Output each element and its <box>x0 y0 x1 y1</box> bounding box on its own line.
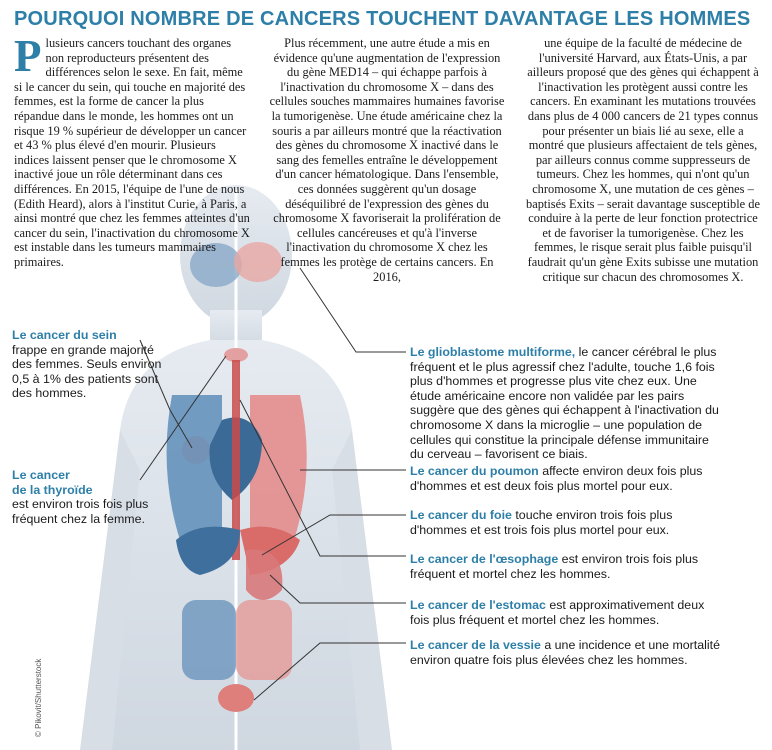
article-col3-text: une équipe de la faculté de médecine de l'université Harvard, aux États-Unis, a par ailleurs proposé que des gènes qui échappent à l'inactivation les protègent aussi contre les cancers. En examinant les mutations trouvées dans plus de 4 000 cancers de 21 types connus pour présenter un biais lié au sexe, elle a montré que plusieurs affectaient de tels gènes, par ailleurs connus comme suppresseurs de tumeurs. Chez les hommes, qui n'ont qu'un chromosome X, une mutation de ces gènes – baptisés Exits – serait davantage susceptible de conduire à la perte de leur fonction protectrice et de favoriser la tumorigenèse. Chez les femmes, le risque serait plus faible puisqu'il faudrait qu'un gène Exits subisse une mutation critique sur chacun des chromosomes X. <box>526 36 760 284</box>
bladder <box>218 684 254 712</box>
article-col2-text: Plus récemment, une autre étude a mis en évidence qu'une augmentation de l'expression du gène MED14 – qui échappe parfois à l'inactivation du chromosome X – dans des cellules souches mammaires humaines favorise la tumorigenèse. Une étude américaine chez la souris a par ailleurs montré que la réactivation des gènes du chromosome X inactivé dans le sang des femelles entraîne le développement d'un cancer hématologique. Dans l'ensemble, ces données suggèrent qu'un dosage déséquilibré de l'expression des gènes du chromosome X favoriserait la prolifération de cellules cancéreuses et qu'à l'inverse l'inactivation du chromosome X chez les femmes les protège de certains cancers. En 2016, <box>269 36 505 284</box>
callout-stomach-cancer <box>410 598 720 627</box>
callout-esophagus-body: est environ trois fois plus fréquent et mortel chez les hommes. <box>410 552 699 581</box>
article-column-3 <box>524 36 762 284</box>
drop-cap: P <box>14 31 42 81</box>
callout-lung-heading: Le cancer du poumon <box>410 464 539 478</box>
callout-thyroid-cancer <box>12 468 162 526</box>
callout-thyroid-heading-1: Le cancer <box>12 468 70 482</box>
lung-right <box>250 395 307 540</box>
callout-bladder-cancer <box>410 638 720 667</box>
callout-liver-body: touche environ trois fois plus d'hommes et est trois fois plus mortel pour eux. <box>410 508 673 537</box>
callout-glioblastoma-body: le cancer cérébral le plus fréquent et le plus agressif chez l'adulte, touche 1,6 fois plus d'hommes et progresse plus vite chez eux. Une étude américaine encore non validée par les pairs suggère que des gènes qui échappent à l'inactivation du chromosome X dans la microglie – une population de cellules qui constitue la principale défense immunitaire du cerveau – favorisent ce biais. <box>410 345 719 462</box>
article-column-1 <box>14 31 252 270</box>
page-title: POURQUOI NOMBRE DE CANCERS TOUCHENT DAVANTAGE LES HOMMES <box>14 8 751 30</box>
callout-glioblastoma-heading: Le glioblastome multiforme, <box>410 345 576 359</box>
callout-breast-body: frappe en grande majorité des femmes. Seuls environ 0,5 à 1% des patients sont des hommes. <box>12 342 162 401</box>
callout-esophagus-heading: Le cancer de l'œsophage <box>410 552 559 566</box>
callout-stomach-body: est approximativement deux fois plus fréquent et mortel chez les hommes. <box>410 598 705 627</box>
callout-breast-cancer <box>12 328 162 401</box>
intestines <box>182 600 292 680</box>
thyroid <box>224 348 248 362</box>
callout-stomach-heading: Le cancer de l'estomac <box>410 598 546 612</box>
article-col1-text: lusieurs cancers touchant des organes non reproducteurs présentent des différences selon le sexe. En fait, même si le cancer du sein, qui touche en majorité des femmes, est la forme de cancer la plus répandue dans le monde, les hommes ont un risque 19 % supérieur de développer un cancer et 43 % plus élevé d'en mourir. Plusieurs indices laissent penser que le chromosome X inactivé joue un rôle déterminant dans ces différences. En 2015, l'équipe de l'une de nous (Edith Heard), alors à l'institut Curie, à Paris, a ainsi montré que chez les femmes atteintes d'un cancer du sein, l'inactivation du chromosome X est instable dans les tumeurs mammaires primaires. <box>14 36 250 269</box>
callout-lung-body: affecte environ deux fois plus d'hommes et est deux fois plus mortel pour eux. <box>410 464 703 493</box>
callout-bladder-heading: Le cancer de la vessie <box>410 638 541 652</box>
callout-thyroid-body: est environ trois fois plus fréquent chez la femme. <box>12 497 149 526</box>
callout-thyroid-heading-2: de la thyroïde <box>12 482 93 497</box>
callout-breast-heading: Le cancer du sein <box>12 328 117 342</box>
article-column-2 <box>268 36 506 284</box>
callout-bladder-body: a une incidence et une mortalité environ quatre fois plus élevées chez les hommes. <box>410 638 720 667</box>
callout-liver-cancer <box>410 508 720 537</box>
callout-lung-cancer <box>410 464 720 493</box>
callout-glioblastoma <box>410 345 720 462</box>
callout-liver-heading: Le cancer du foie <box>410 508 512 522</box>
image-credit: © Pikovit/Shutterstock <box>34 658 43 737</box>
callout-esophagus-cancer <box>410 552 720 581</box>
